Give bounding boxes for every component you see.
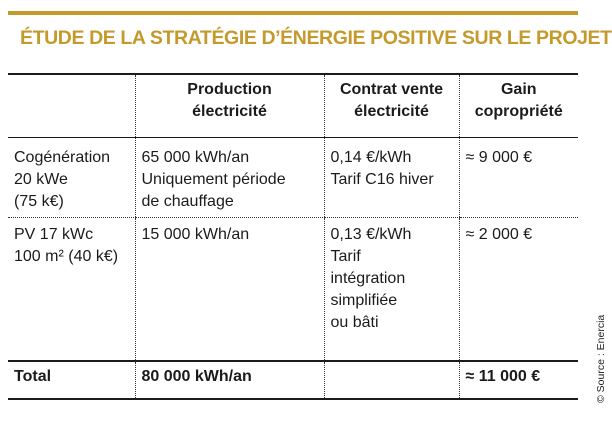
table-cell: PV 17 kWc 100 m² (40 k€) — [14, 226, 119, 265]
header-cell-empty — [8, 74, 135, 138]
header-gain: Gain copropriété — [459, 74, 578, 138]
table-row — [8, 218, 578, 362]
table-cell: ≈ 9 000 € — [459, 138, 578, 218]
table-cell: 65 000 kWh/an Uniquement période de chauffage — [135, 138, 324, 218]
source-credit: © Source : Enercia — [595, 314, 607, 403]
total-contract — [324, 361, 459, 399]
header-production: Production électricité — [135, 74, 324, 138]
table-cell: ≈ 2 000 € — [459, 218, 578, 362]
total-gain: ≈ 11 000 € — [459, 361, 578, 399]
table-cell: 15 000 kWh/an — [135, 218, 324, 362]
energy-strategy-table — [8, 73, 578, 400]
total-row — [8, 361, 578, 399]
top-rule — [8, 11, 578, 15]
table-header-row — [8, 74, 578, 138]
table-row — [8, 138, 578, 218]
total-production: 80 000 kWh/an — [135, 361, 324, 399]
total-label: Total — [8, 361, 135, 399]
table-cell: 0,14 €/kWh Tarif C16 hiver — [324, 138, 459, 218]
table-cell: Cogénération 20 kWe (75 k€) — [8, 138, 135, 218]
page-title: ÉTUDE DE LA STRATÉGIE D’ÉNERGIE POSITIVE SUR LE PROJET — [20, 27, 612, 49]
table-cell: 0,13 €/kWh Tarif intégration simplifiée ou bâti — [324, 218, 459, 362]
header-contract: Contrat vente électricité — [324, 74, 459, 138]
